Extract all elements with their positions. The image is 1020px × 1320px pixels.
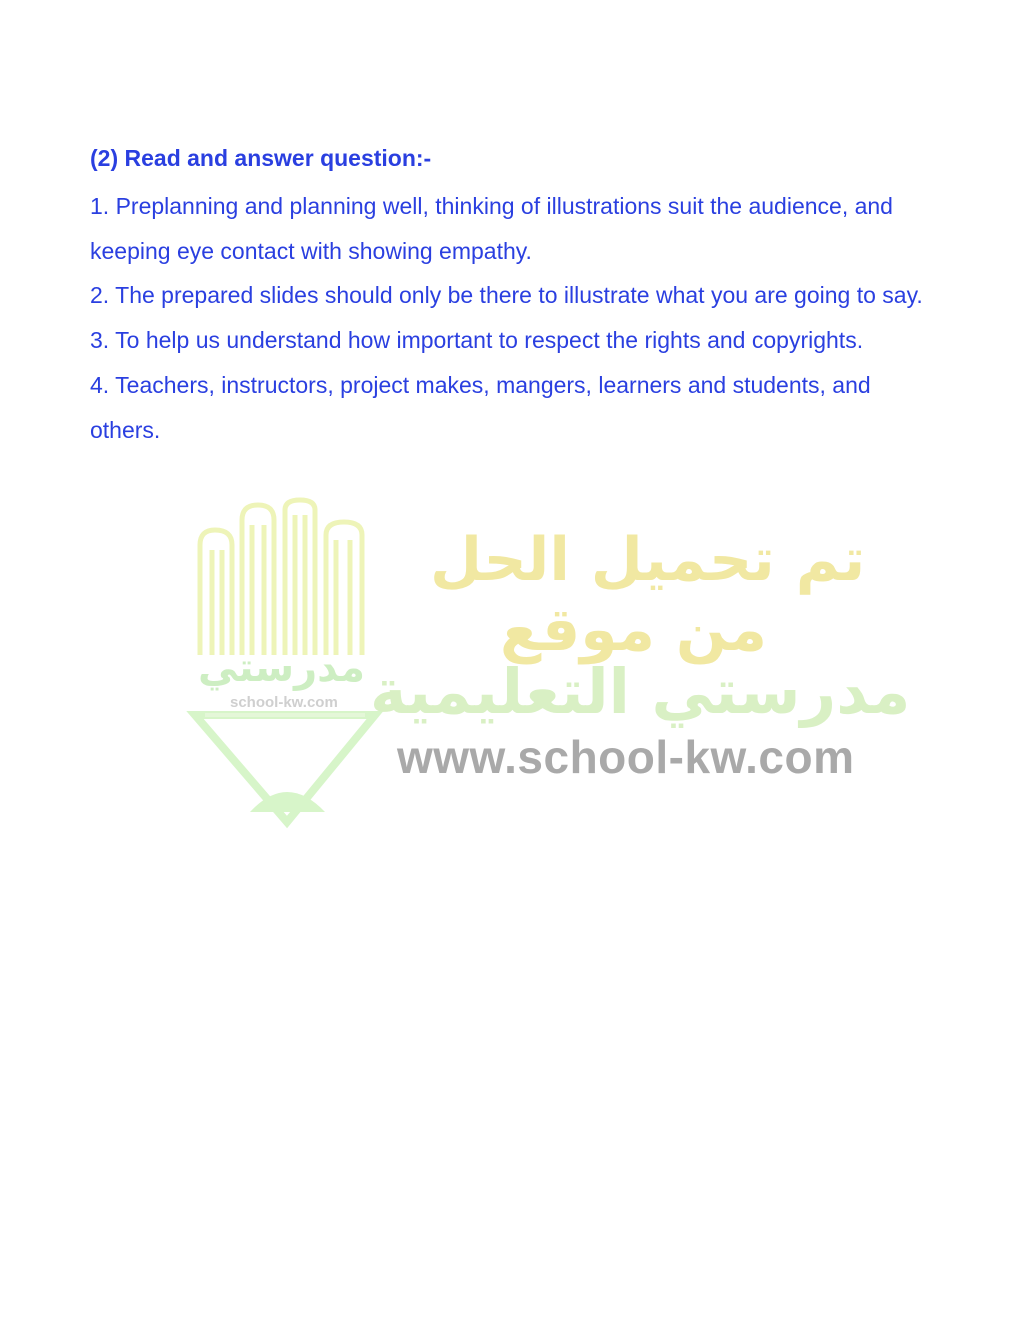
answer-item-4: 4. Teachers, instructors, project makes, mangers, learners and students, and others.: [90, 371, 871, 443]
document-content: [90, 140, 940, 452]
watermark-url: www.school-kw.com: [397, 731, 855, 783]
watermark-arabic-line-2: من موقع: [500, 595, 768, 665]
answer-list: [90, 184, 940, 452]
answer-item-3: 3. To help us understand how important to respect the rights and copyrights.: [90, 327, 864, 354]
question-heading: (2) Read and answer question:-: [90, 145, 432, 171]
watermark-arabic-line-1: تم تحميل الحل: [430, 525, 866, 595]
watermark-logo-name: مدرستي: [198, 645, 366, 691]
watermark-logo-url: school-kw.com: [230, 694, 338, 711]
answer-item-1: 1. Preplanning and planning well, thinking of illustrations suit the audience, and keeping eye contact with showing empathy.: [90, 193, 893, 264]
answer-item-2: 2. The prepared slides should only be there to illustrate what you are going to say.: [90, 282, 923, 309]
watermark-arabic-line-3: مدرستي التعليمية: [370, 655, 911, 728]
